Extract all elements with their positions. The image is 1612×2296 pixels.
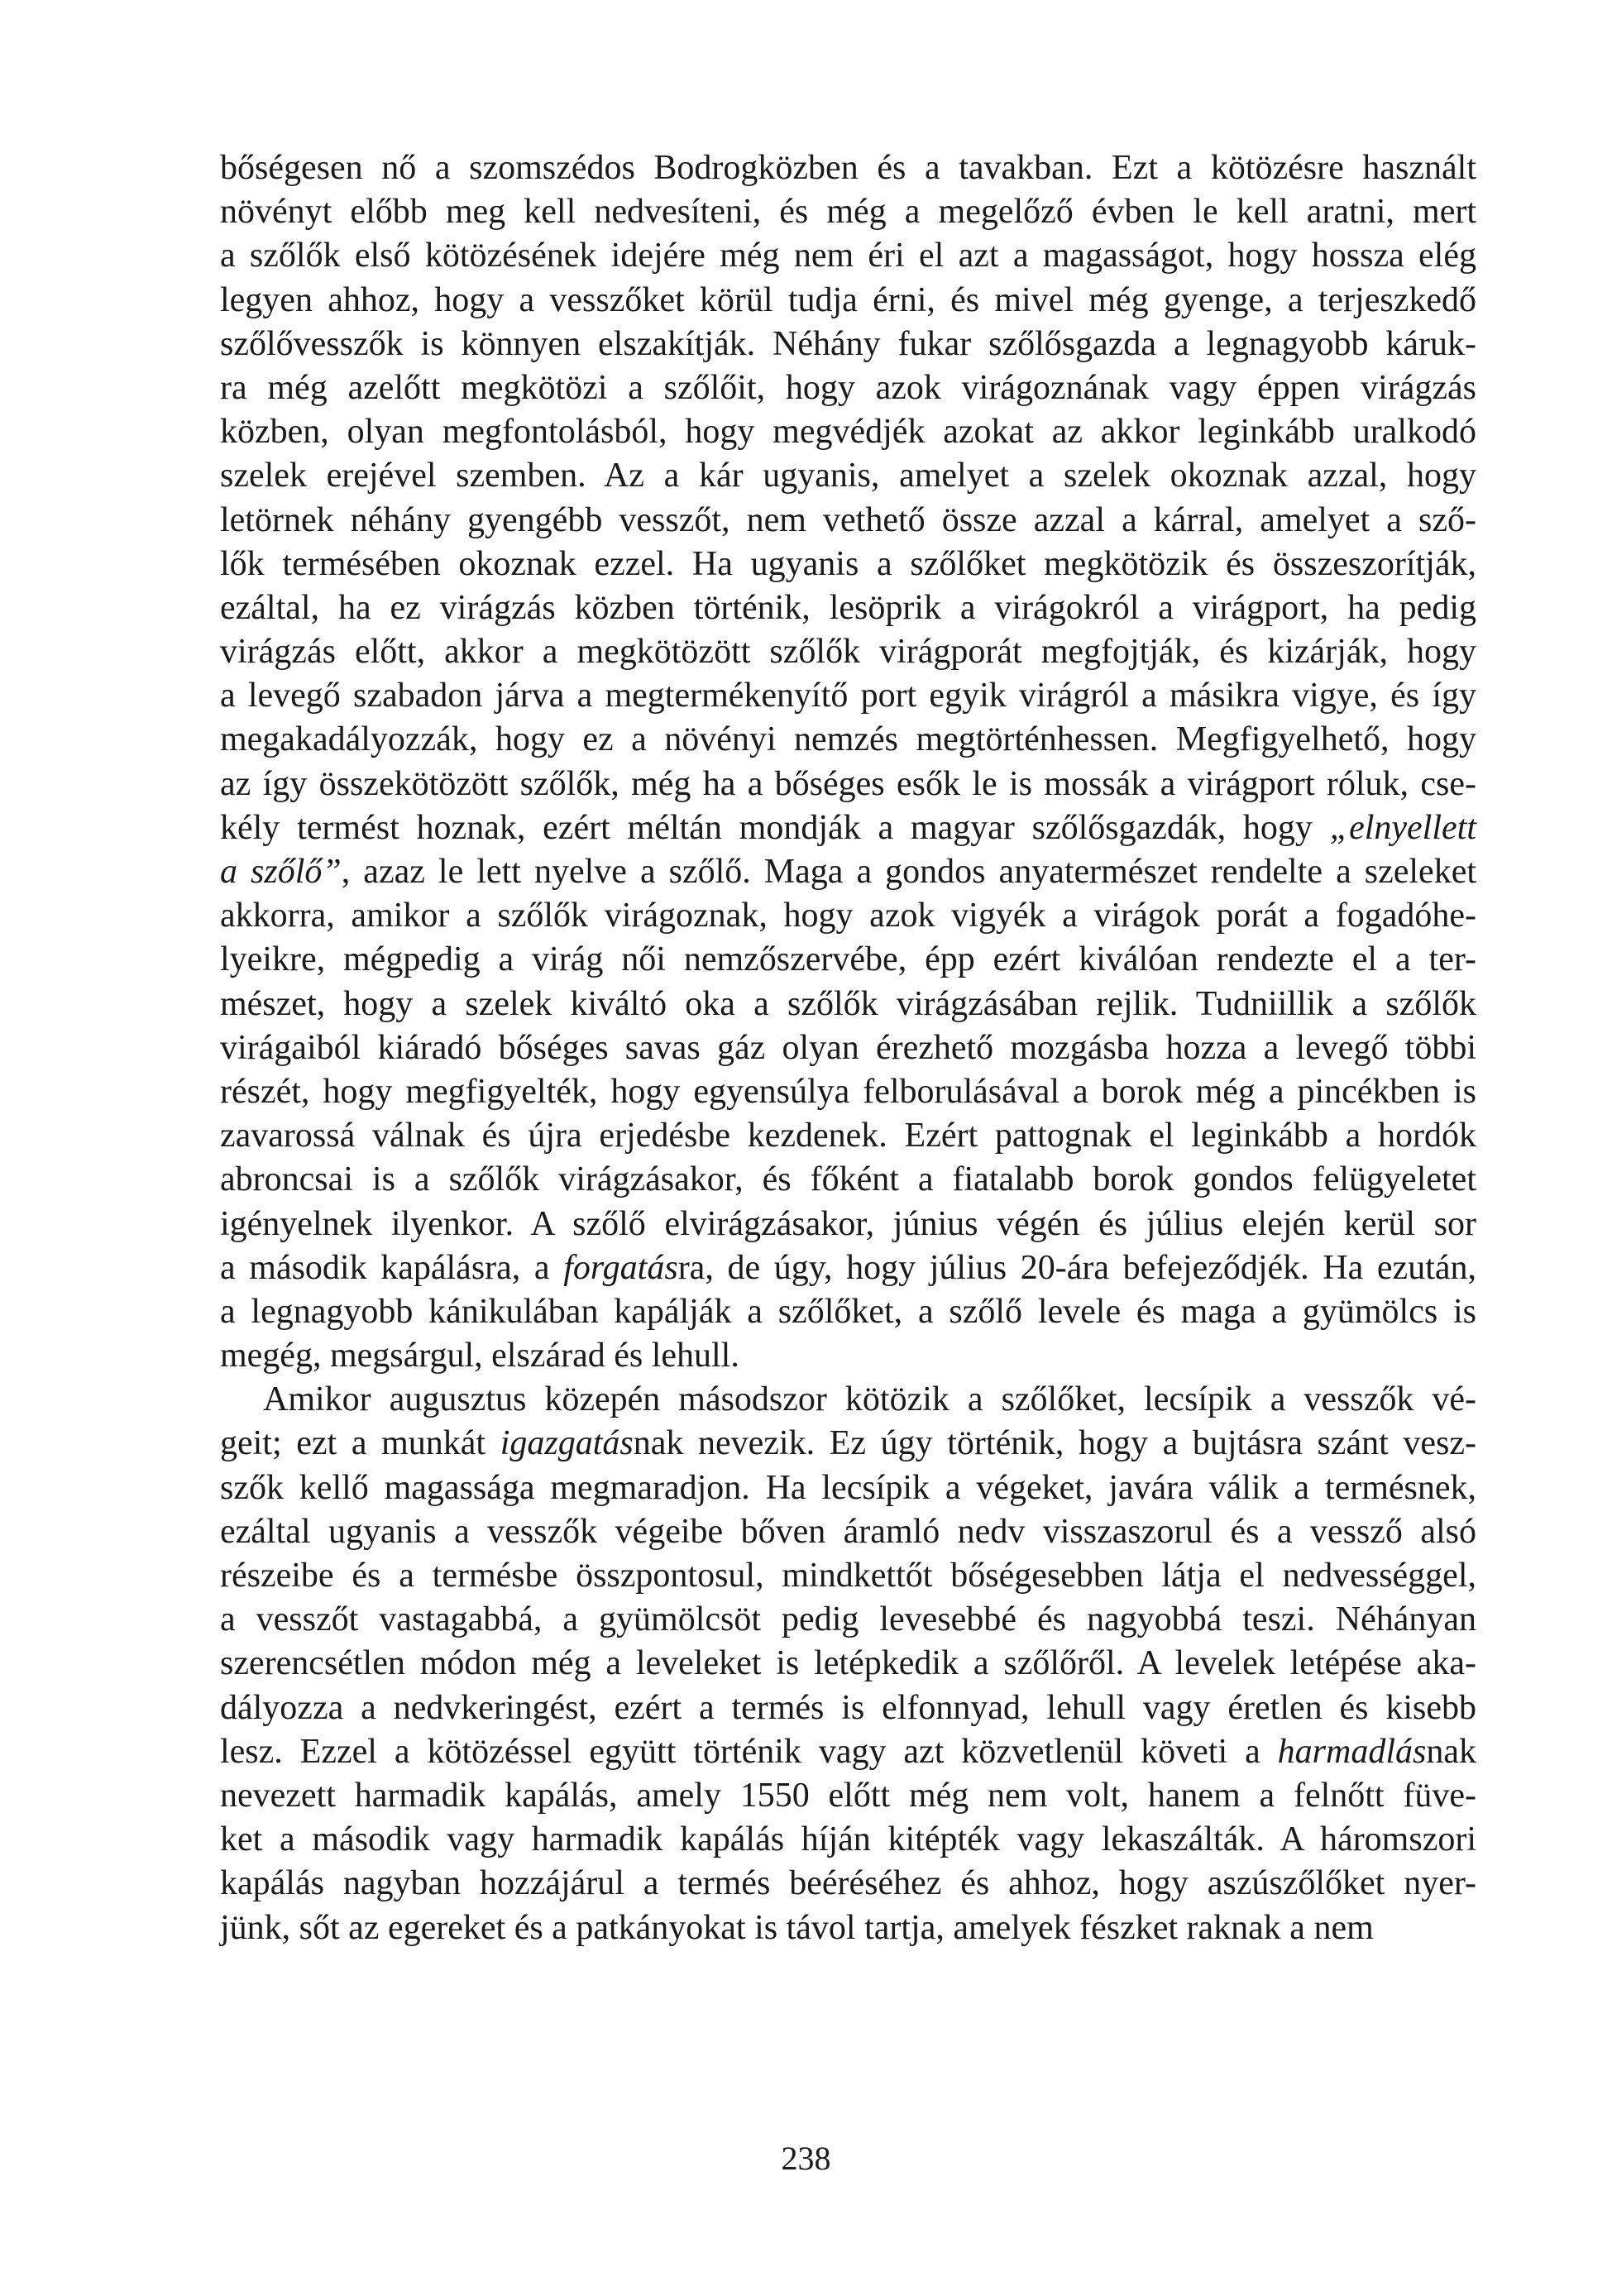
text-line (220, 1686, 1476, 1730)
text-segment: megakadályozzák, hogy ez a növényi nemzés megtörténhessen. Megfigyelhető, hogy (220, 720, 1476, 759)
text-segment: lők termésében okoznak ezzel. Ha ugyanis a szőlőket megkötözik és összeszorítják, (220, 544, 1476, 583)
text-line (220, 499, 1476, 543)
text-line (220, 1114, 1476, 1158)
text-line (220, 630, 1476, 674)
text-segment: ra, de úgy, hogy július 20-ára befejeződjék. Ha ezután, (677, 1248, 1476, 1287)
text-line (220, 806, 1476, 850)
text-line (220, 1862, 1476, 1906)
text-segment: ezáltal, ha ez virágzás közben történik, lesöprik a virágokról a virágport, ha pedig (220, 588, 1476, 627)
text-line (220, 323, 1476, 366)
text-segment: geit; ezt a munkát (220, 1424, 500, 1463)
text-segment: , azaz le lett nyelve a szőlő. Maga a gondos anyatermészet rendelte a szeleket (341, 853, 1477, 891)
italic-term: a szőlő” (220, 853, 342, 891)
text-line (220, 1158, 1476, 1202)
text-segment: legyen ahhoz, hogy a vesszőket körül tudja érni, és mivel még gyenge, a terjeszkedő (220, 280, 1476, 319)
text-line (220, 850, 1476, 894)
italic-term: harmadlás (1277, 1732, 1427, 1771)
text-line (220, 279, 1476, 323)
text-segment: az így összekötözött szőlők, még ha a bőséges esők le is mossák a virágport róluk, cse- (220, 764, 1476, 803)
text-segment: virágaiból kiáradó bőséges savas gáz olyan érezhető mozgásba hozza a levegő többi (220, 1028, 1476, 1067)
text-segment: nak nevezik. Ez úgy történik, hogy a bujtásra szánt vesz- (633, 1424, 1476, 1463)
text-line (220, 1598, 1476, 1642)
text-line (220, 718, 1476, 762)
text-line (220, 1818, 1476, 1862)
text-segment: ket a második vagy harmadik kapálás híján kitépték vagy lekaszálták. A háromszori (220, 1820, 1476, 1859)
paragraph-1 (220, 146, 1476, 1378)
text-segment: növényt előbb meg kell nedvesíteni, és még a megelőző évben le kell aratni, mert (220, 193, 1476, 232)
text-line (220, 1026, 1476, 1070)
text-segment: nak (1426, 1732, 1476, 1771)
text-line (220, 366, 1476, 410)
text-line (220, 1730, 1476, 1774)
italic-term: „elnyellett (1329, 808, 1476, 847)
text-segment: mészet, hogy a szelek kiváltó oka a szőlők virágzásában rejlik. Tudniillik a szőlők (220, 984, 1476, 1023)
text-segment: akkorra, amikor a szőlők virágoznak, hogy azok vigyék a virágok porát a fogadóhe- (220, 897, 1476, 935)
text-line (220, 1554, 1476, 1598)
text-segment: bőségesen nő a szomszédos Bodrogközben és a tavakban. Ezt a kötözésre használt (220, 149, 1476, 187)
text-segment: jünk, sőt az egereket és a patkányokat is távol tartja, amelyek fészket raknak a nem (220, 1908, 1374, 1947)
text-segment: kapálás nagyban hozzájárul a termés beéréséhez és ahhoz, hogy aszúszőlőket nyer- (220, 1864, 1476, 1903)
text-line (220, 1070, 1476, 1114)
text-segment: Amikor augusztus közepén másodszor kötözik a szőlőket, lecsípik a vesszők vé- (263, 1380, 1476, 1419)
italic-term: igazgatás (500, 1424, 634, 1463)
text-line (220, 1378, 1476, 1422)
text-segment: abroncsai is a szőlők virágzásakor, és főként a fiatalabb borok gondos felügyeletet (220, 1160, 1476, 1199)
text-line (220, 1906, 1476, 1950)
text-line (220, 674, 1476, 718)
text-segment: megég, megsárgul, elszárad és lehull. (220, 1337, 739, 1375)
paragraph-2 (220, 1378, 1476, 1949)
text-line (220, 586, 1476, 630)
text-segment: lyeikre, mégpedig a virág női nemzőszervébe, épp ezért kiválóan rendezte el a ter- (220, 940, 1476, 979)
text-line (220, 234, 1476, 278)
text-line (220, 983, 1476, 1026)
text-segment: a második kapálásra, a (220, 1248, 564, 1287)
text-segment: zavarossá válnak és újra erjedésbe kezdenek. Ezért pattognak el leginkább a hordók (220, 1117, 1476, 1155)
text-segment: részét, hogy megfigyelték, hogy egyensúlya felborulásával a borok még a pincékben is (220, 1072, 1476, 1111)
text-segment: a szőlők első kötözésének idejére még nem éri el azt a magasságot, hogy hossza elég (220, 237, 1476, 275)
text-line (220, 1334, 1476, 1378)
text-line (220, 1203, 1476, 1246)
text-segment: letörnek néhány gyengébb vesszőt, nem vethető össze azzal a kárral, amelyet a sző- (220, 500, 1476, 539)
text-line (220, 894, 1476, 938)
text-segment: szelek erejével szemben. Az a kár ugyanis, amelyet a szelek okoznak azzal, hogy (220, 457, 1476, 495)
text-segment: szők kellő magassága megmaradjon. Ha lecsípik a végeket, javára válik a termésnek, (220, 1468, 1476, 1507)
text-line (220, 1774, 1476, 1818)
text-line (220, 763, 1476, 806)
text-line (220, 190, 1476, 234)
text-line (220, 454, 1476, 498)
text-segment: igényelnek ilyenkor. A szőlő elvirágzásakor, június végén és július elején kerül sor (220, 1204, 1476, 1243)
text-segment: a legnagyobb kánikulában kapálják a szőlőket, a szőlő levele és maga a gyümölcs is (220, 1292, 1476, 1331)
text-segment: nevezett harmadik kapálás, amely 1550 előtt még nem volt, hanem a felnőtt füve- (220, 1776, 1476, 1815)
text-line (220, 938, 1476, 982)
text-line (220, 410, 1476, 454)
text-segment: a vesszőt vastagabbá, a gyümölcsöt pedig levesebbé és nagyobbá teszi. Néhányan (220, 1600, 1476, 1639)
text-segment: dályozza a nedvkeringést, ezért a termés is elfonnyad, lehull vagy éretlen és kisebb (220, 1688, 1476, 1727)
text-segment: szőlővesszők is könnyen elszakítják. Néhány fukar szőlősgazda a legnagyobb káruk- (220, 324, 1476, 363)
text-line (220, 1510, 1476, 1554)
italic-term: forgatás (563, 1248, 678, 1287)
text-line (220, 1466, 1476, 1510)
text-line (220, 146, 1476, 190)
text-line (220, 1642, 1476, 1686)
text-segment: kély termést hoznak, ezért méltán mondják a magyar szőlősgazdák, hogy (220, 808, 1330, 847)
text-segment: a levegő szabadon járva a megtermékenyítő port egyik virágról a másikra vigye, és így (220, 677, 1476, 715)
text-segment: virágzás előtt, akkor a megkötözött szőlők virágporát megfojtják, és kizárják, hogy (220, 633, 1476, 672)
text-line (220, 1422, 1476, 1466)
page-number: 238 (781, 2140, 831, 2177)
body-text (220, 146, 1476, 1950)
text-segment: részeibe és a termésbe összpontosul, mindkettőt bőségesebben látja el nedvességgel, (220, 1557, 1476, 1595)
text-segment: szerencsétlen módon még a leveleket is letépkedik a szőlőről. A levelek letépése aka- (220, 1644, 1476, 1683)
text-segment: közben, olyan megfontolásból, hogy megvédjék azokat az akkor leginkább uralkodó (220, 413, 1476, 452)
text-line (220, 543, 1476, 586)
text-line (220, 1246, 1476, 1290)
text-segment: ezáltal ugyanis a vesszők végeibe bőven áramló nedv visszaszorul és a vessző alsó (220, 1512, 1476, 1551)
text-segment: ra még azelőtt megkötözi a szőlőit, hogy azok virágoznának vagy éppen virágzás (220, 368, 1476, 407)
text-line (220, 1290, 1476, 1334)
text-segment: lesz. Ezzel a kötözéssel együtt történik vagy azt közvetlenül követi a (220, 1732, 1278, 1771)
